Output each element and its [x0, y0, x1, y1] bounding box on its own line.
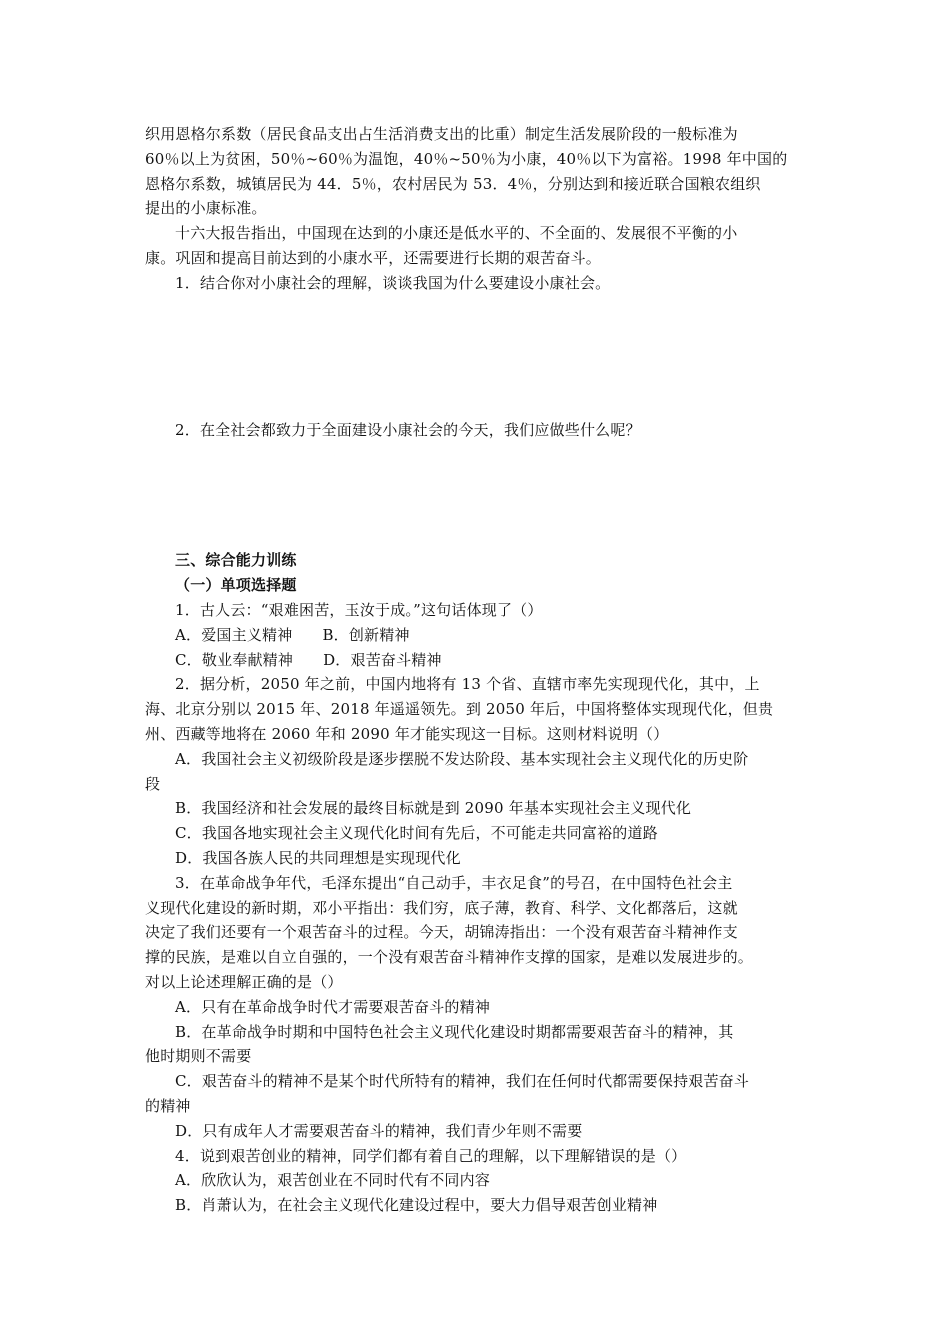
document-body [145, 122, 813, 1218]
question-stem: 撑的民族，是难以自立自强的，一个没有艰苦奋斗精神作支撑的国家，是难以发展进步的。 [145, 948, 754, 967]
open-question-1: 1．结合你对小康社会的理解，谈谈我国为什么要建设小康社会。 [175, 273, 611, 292]
option-c: C．敬业奉献精神 [175, 650, 294, 669]
mcq-question-2 [145, 672, 813, 870]
option-a: A．欣欣认为，艰苦创业在不同时代有不同内容 [175, 1171, 491, 1190]
question-stem: 州、西藏等地将在 2060 年和 2090 年才能实现这一目标。这则材料说明（） [145, 724, 669, 743]
option-c: C．我国各地实现社会主义现代化时间有先后，不可能走共同富裕的道路 [175, 824, 658, 843]
option-a: A．爱国主义精神 [175, 625, 293, 644]
answer-space [145, 442, 813, 544]
option-a: A．只有在革命战争时代才需要艰苦奋斗的精神 [175, 997, 491, 1016]
paragraph-report [145, 221, 813, 271]
open-question-2: 2．在全社会都致力于全面建设小康社会的今天，我们应做些什么呢？ [175, 420, 641, 439]
text-line: 织用恩格尔系数（居民食品支出占生活消费支出的比重）制定生活发展阶段的一般标准为 [145, 125, 738, 143]
question-stem: 4．说到艰苦创业的精神，同学们都有着自己的理解，以下理解错误的是（） [175, 1146, 687, 1165]
answer-space [145, 296, 813, 418]
question-stem: 义现代化建设的新时期，邓小平指出：我们穷，底子薄，教育、科学、文化都落后，这就 [145, 898, 738, 917]
text-line: 恩格尔系数，城镇居民为 44．5％，农村居民为 53．4％，分别达到和接近联合国粮农组织 [145, 174, 761, 193]
mcq-question-4 [145, 1144, 813, 1218]
option-d: D．艰苦奋斗精神 [323, 650, 442, 669]
option-a: 段 [145, 774, 161, 793]
option-a: A．我国社会主义初级阶段是逐步摆脱不发达阶段、基本实现社会主义现代化的历史阶 [175, 749, 749, 768]
option-row [145, 623, 813, 648]
option-b: B．在革命战争时期和中国特色社会主义现代化建设时期都需要艰苦奋斗的精神，其 [175, 1022, 734, 1041]
option-b: B．肖萧认为，在社会主义现代化建设过程中，要大力倡导艰苦创业精神 [175, 1196, 658, 1215]
option-d: D．我国各族人民的共同理想是实现现代化 [175, 848, 461, 867]
paragraph-engel [145, 122, 813, 221]
question-stem: 1．古人云：“艰难困苦，玉汝于成。”这句话体现了（） [175, 600, 543, 619]
mcq-question-1 [145, 598, 813, 672]
section-title: 三、综合能力训练 [175, 551, 297, 570]
option-c: C．艰苦奋斗的精神不是某个时代所特有的精神，我们在任何时代都需要保持艰苦奋斗 [175, 1072, 750, 1091]
section-subtitle: （一）单项选择题 [175, 576, 297, 595]
option-b: B．创新精神 [322, 625, 410, 644]
question-stem: 海、北京分别以 2015 年、2018 年遥遥领先。到 2050 年后，中国将整体实现现代化，但贵 [145, 700, 774, 719]
option-c: 的精神 [145, 1096, 191, 1115]
question-stem: 3．在革命战争年代，毛泽东提出“自己动手，丰衣足食”的号召，在中国特色社会主 [175, 873, 733, 892]
option-b: B．我国经济和社会发展的最终目标就是到 2090 年基本实现社会主义现代化 [175, 799, 692, 818]
question-stem: 对以上论述理解正确的是（） [145, 972, 343, 991]
text-line: 提出的小康标准。 [145, 199, 267, 218]
text-line: 60％以上为贫困，50％~60％为温饱，40％~50％为小康，40％以下为富裕。1998 年中国的 [145, 149, 788, 168]
text-line: 康。巩固和提高目前达到的小康水平，还需要进行长期的艰苦奋斗。 [145, 248, 602, 267]
question-stem: 2．据分析，2050 年之前，中国内地将有 13 个省、直辖市率先实现现代化，其中，上 [175, 675, 760, 694]
text-line: 十六大报告指出，中国现在达到的小康还是低水平的、不全面的、发展很不平衡的小 [175, 224, 738, 243]
question-stem: 决定了我们还要有一个艰苦奋斗的过程。今天，胡锦涛指出：一个没有艰苦奋斗精神作支 [145, 923, 738, 942]
mcq-question-3 [145, 871, 813, 1144]
option-b: 他时期则不需要 [145, 1047, 252, 1066]
option-row [145, 648, 813, 673]
option-d: D．只有成年人才需要艰苦奋斗的精神，我们青少年则不需要 [175, 1121, 583, 1140]
